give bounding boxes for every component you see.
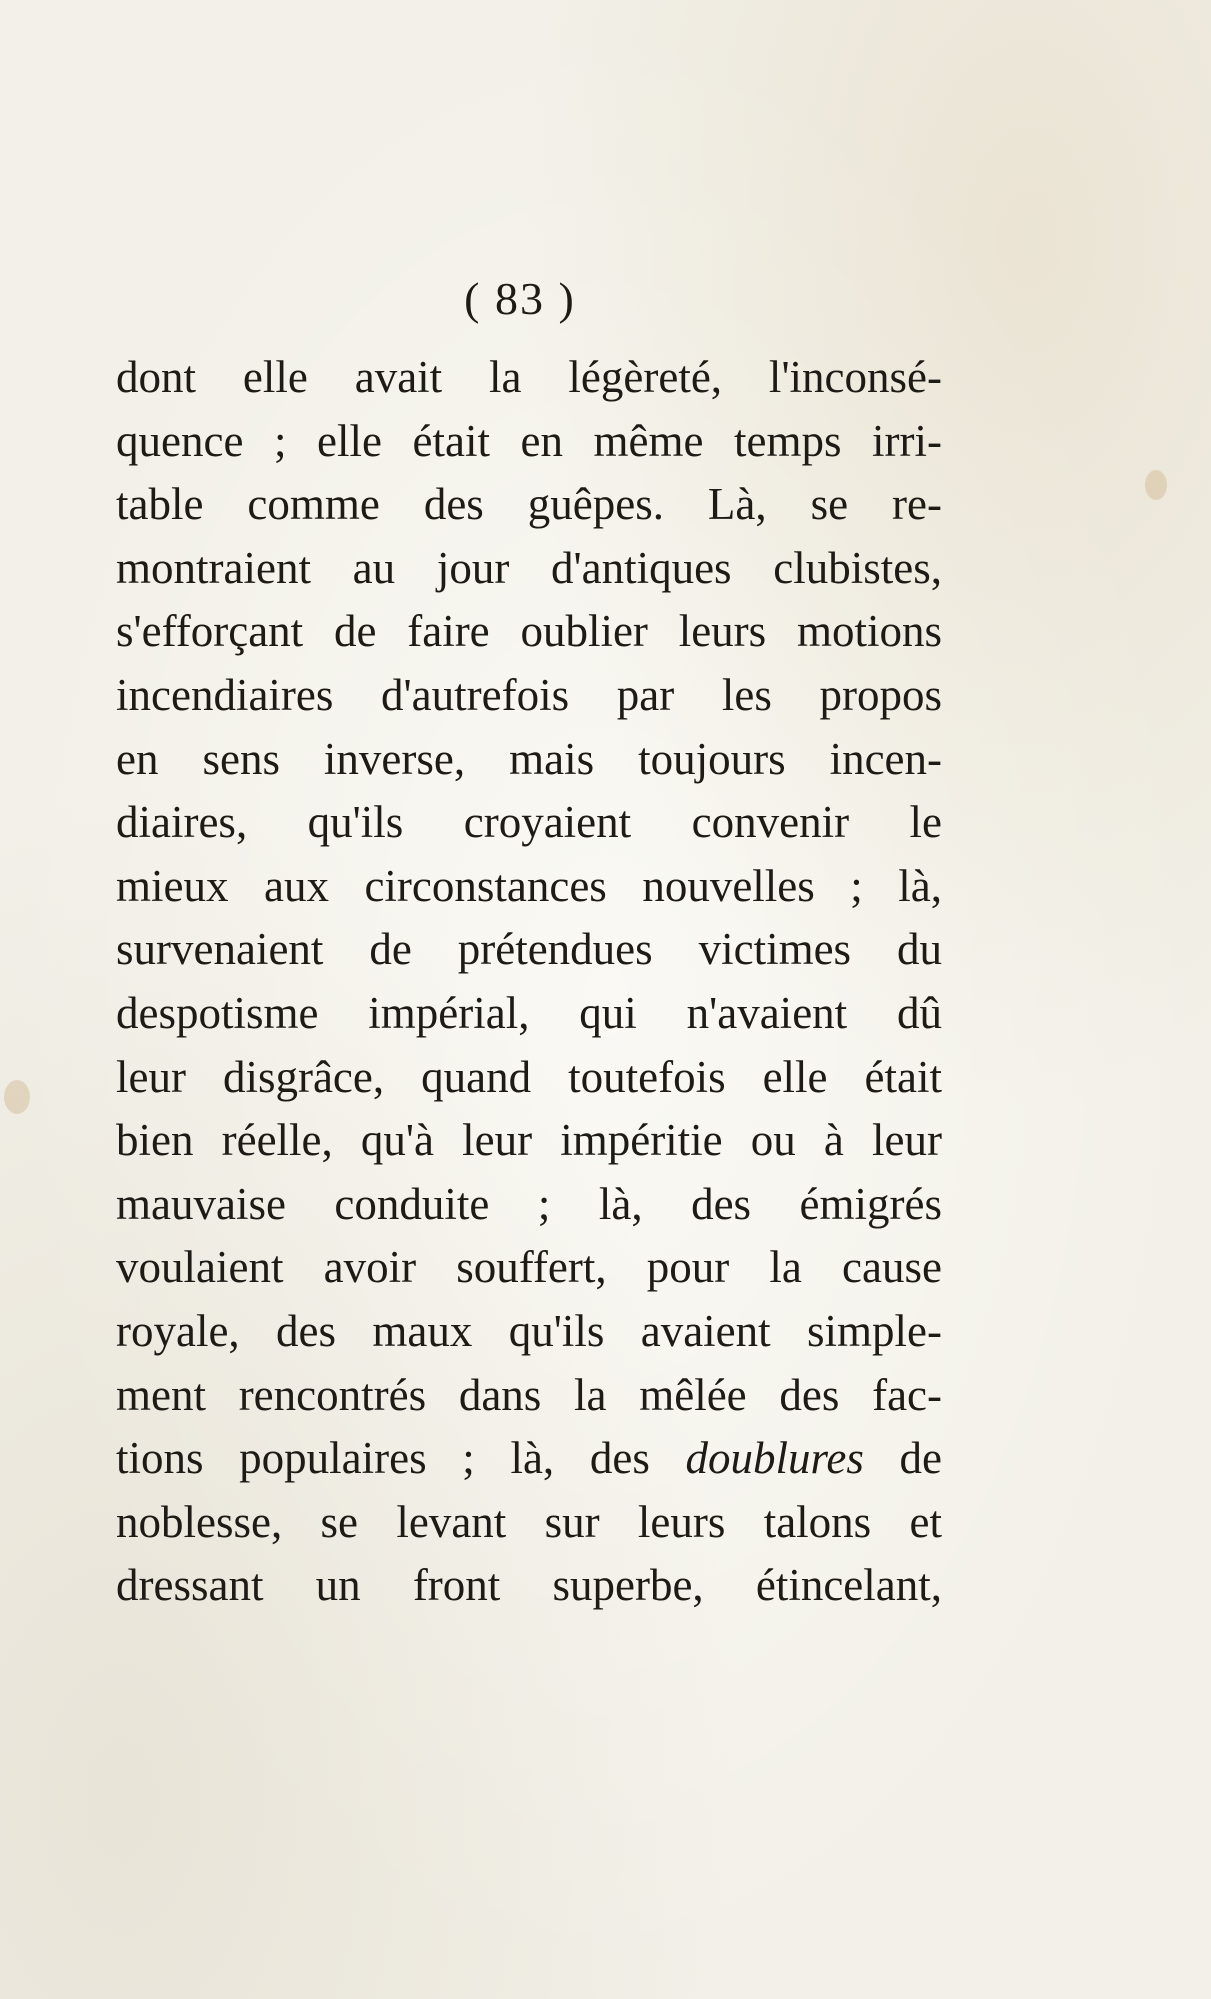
- text-line: en sens inverse, mais toujours incen-: [116, 733, 942, 784]
- paper-stain: [4, 1080, 30, 1114]
- body-text: [116, 346, 942, 1618]
- text-line: voulaient avoir souffert, pour la cause: [116, 1242, 942, 1293]
- text-line: noblesse, se levant sur leurs talons et: [116, 1496, 942, 1547]
- text-line: royale, des maux qu'ils avaient simple-: [116, 1305, 942, 1356]
- text-line: dressant un front superbe, étincelant,: [116, 1560, 942, 1611]
- text-line: diaires, qu'ils croyaient convenir le: [116, 797, 942, 848]
- italic-word: doublures: [685, 1433, 864, 1484]
- text-line: mieux aux circonstances nouvelles ; là,: [116, 860, 942, 911]
- text-line: tions populaires ; là, des doublures de: [116, 1433, 942, 1484]
- page-number: ( 83 ): [464, 273, 576, 324]
- text-line: quence ; elle était en même temps irri-: [116, 415, 942, 466]
- text-line: incendiaires d'autrefois par les propos: [116, 669, 942, 720]
- text-line: montraient au jour d'antiques clubistes,: [116, 542, 942, 593]
- paper-stain: [1145, 470, 1167, 500]
- text-line: mauvaise conduite ; là, des émigrés: [116, 1178, 942, 1229]
- text-line: s'efforçant de faire oublier leurs motions: [116, 606, 942, 657]
- text-line: survenaient de prétendues victimes du: [116, 924, 942, 975]
- text-line: bien réelle, qu'à leur impéritie ou à leur: [116, 1115, 942, 1166]
- text-line: dont elle avait la légèreté, l'inconsé-: [116, 352, 942, 402]
- text-line: leur disgrâce, quand toutefois elle était: [116, 1051, 942, 1102]
- text-line: despotisme impérial, qui n'avaient dû: [116, 987, 942, 1038]
- text-line: ment rencontrés dans la mêlée des fac-: [116, 1369, 942, 1420]
- text-line: table comme des guêpes. Là, se re-: [116, 479, 942, 530]
